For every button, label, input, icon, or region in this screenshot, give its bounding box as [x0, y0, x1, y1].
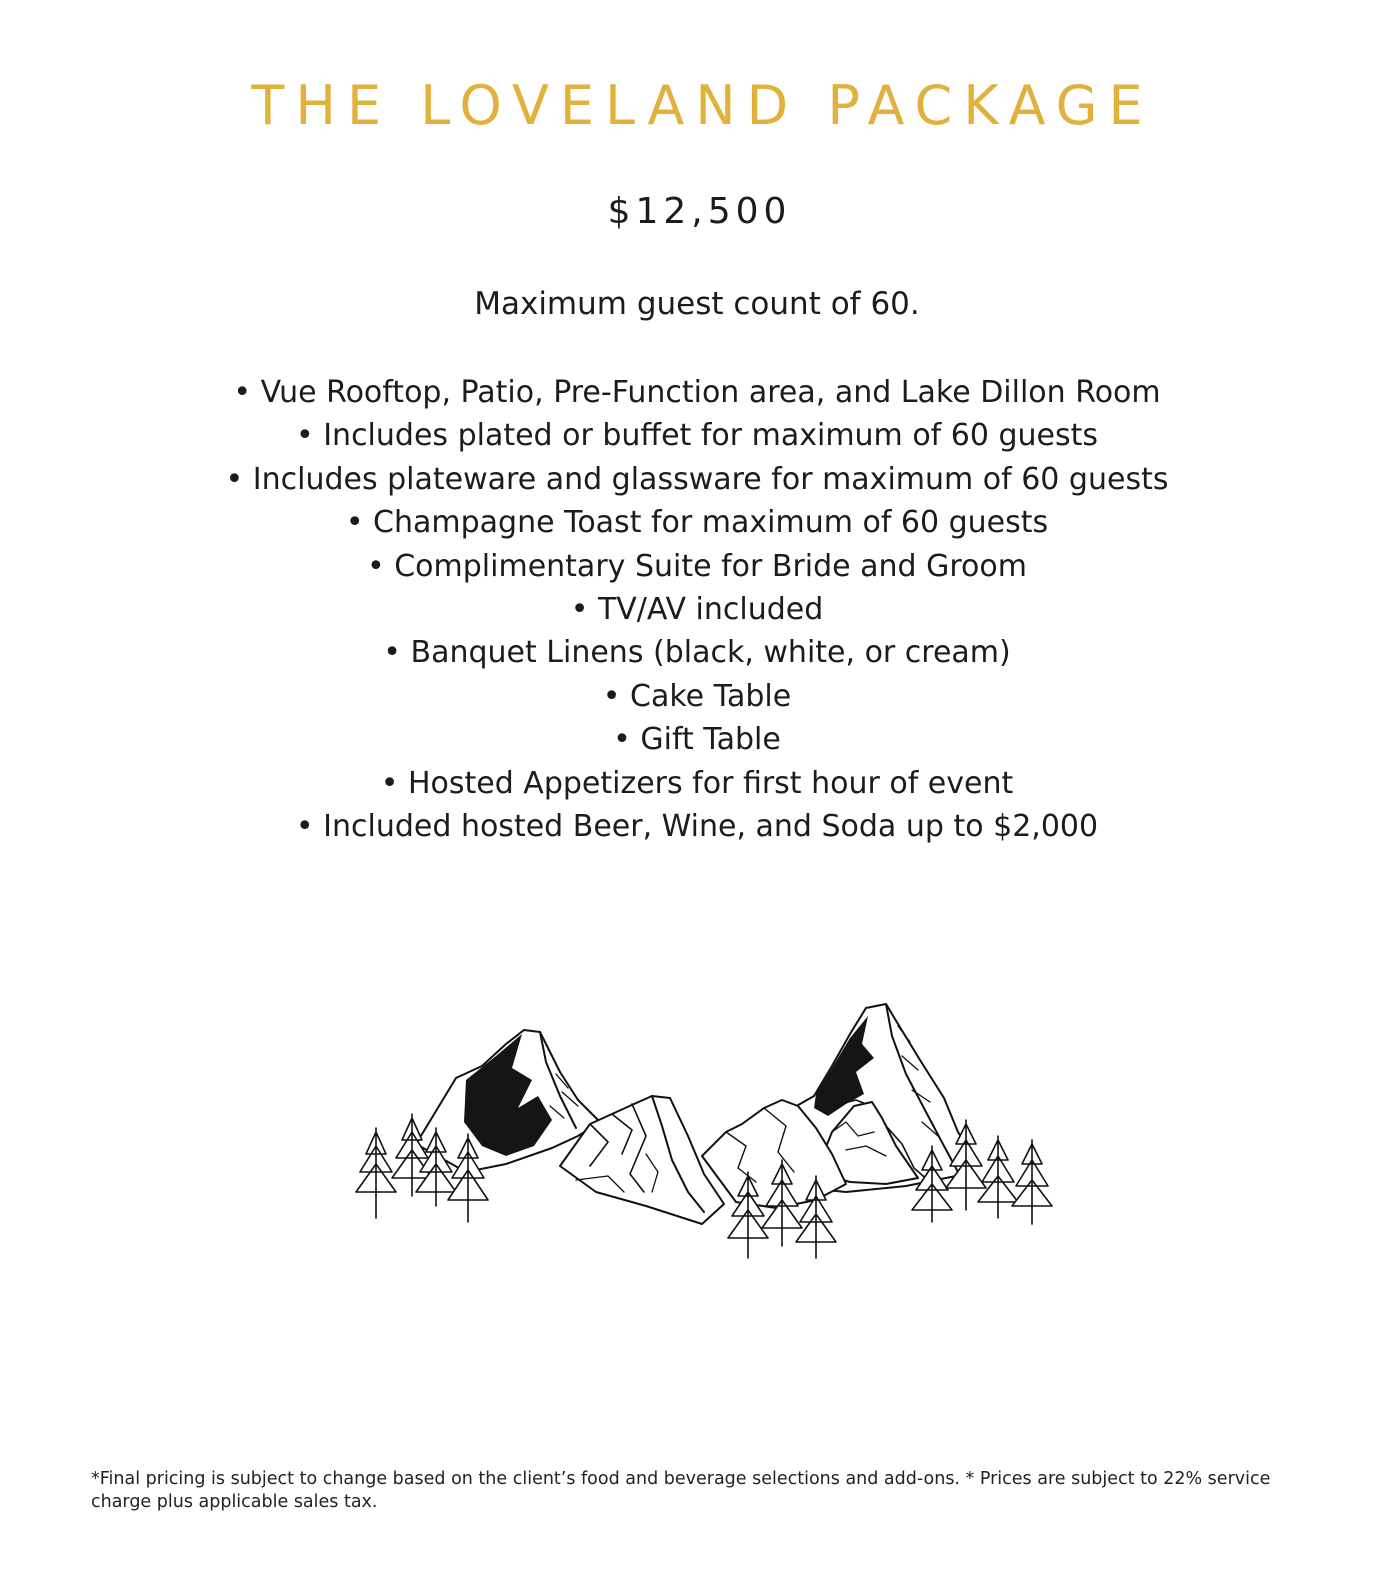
feature-item: • Champagne Toast for maximum of 60 guests: [0, 501, 1394, 544]
pricing-footnote: *Final pricing is subject to change based on the client’s food and beverage selections and add-ons. * Prices are subject to 22% service charge plus applicable sales tax.: [91, 1469, 1271, 1512]
feature-item: • TV/AV included: [0, 588, 1394, 631]
feature-item: • Includes plateware and glassware for maximum of 60 guests: [0, 458, 1394, 501]
guest-count-note: Maximum guest count of 60.: [474, 286, 920, 322]
feature-item: • Complimentary Suite for Bride and Groom: [0, 545, 1394, 588]
feature-item: • Banquet Linens (black, white, or cream): [0, 631, 1394, 674]
feature-item: • Included hosted Beer, Wine, and Soda up to $2,000: [0, 805, 1394, 848]
page-title: THE LOVELAND PACKAGE: [251, 74, 1154, 138]
feature-item: • Hosted Appetizers for first hour of event: [0, 762, 1394, 805]
mountains-illustration-icon: [346, 996, 1062, 1266]
feature-item: • Gift Table: [0, 718, 1394, 761]
feature-item: • Vue Rooftop, Patio, Pre-Function area, and Lake Dillon Room: [0, 371, 1394, 414]
feature-item: • Cake Table: [0, 675, 1394, 718]
package-price: $12,500: [607, 191, 792, 232]
feature-list: [0, 371, 1394, 848]
feature-item: • Includes plated or buffet for maximum of 60 guests: [0, 414, 1394, 457]
